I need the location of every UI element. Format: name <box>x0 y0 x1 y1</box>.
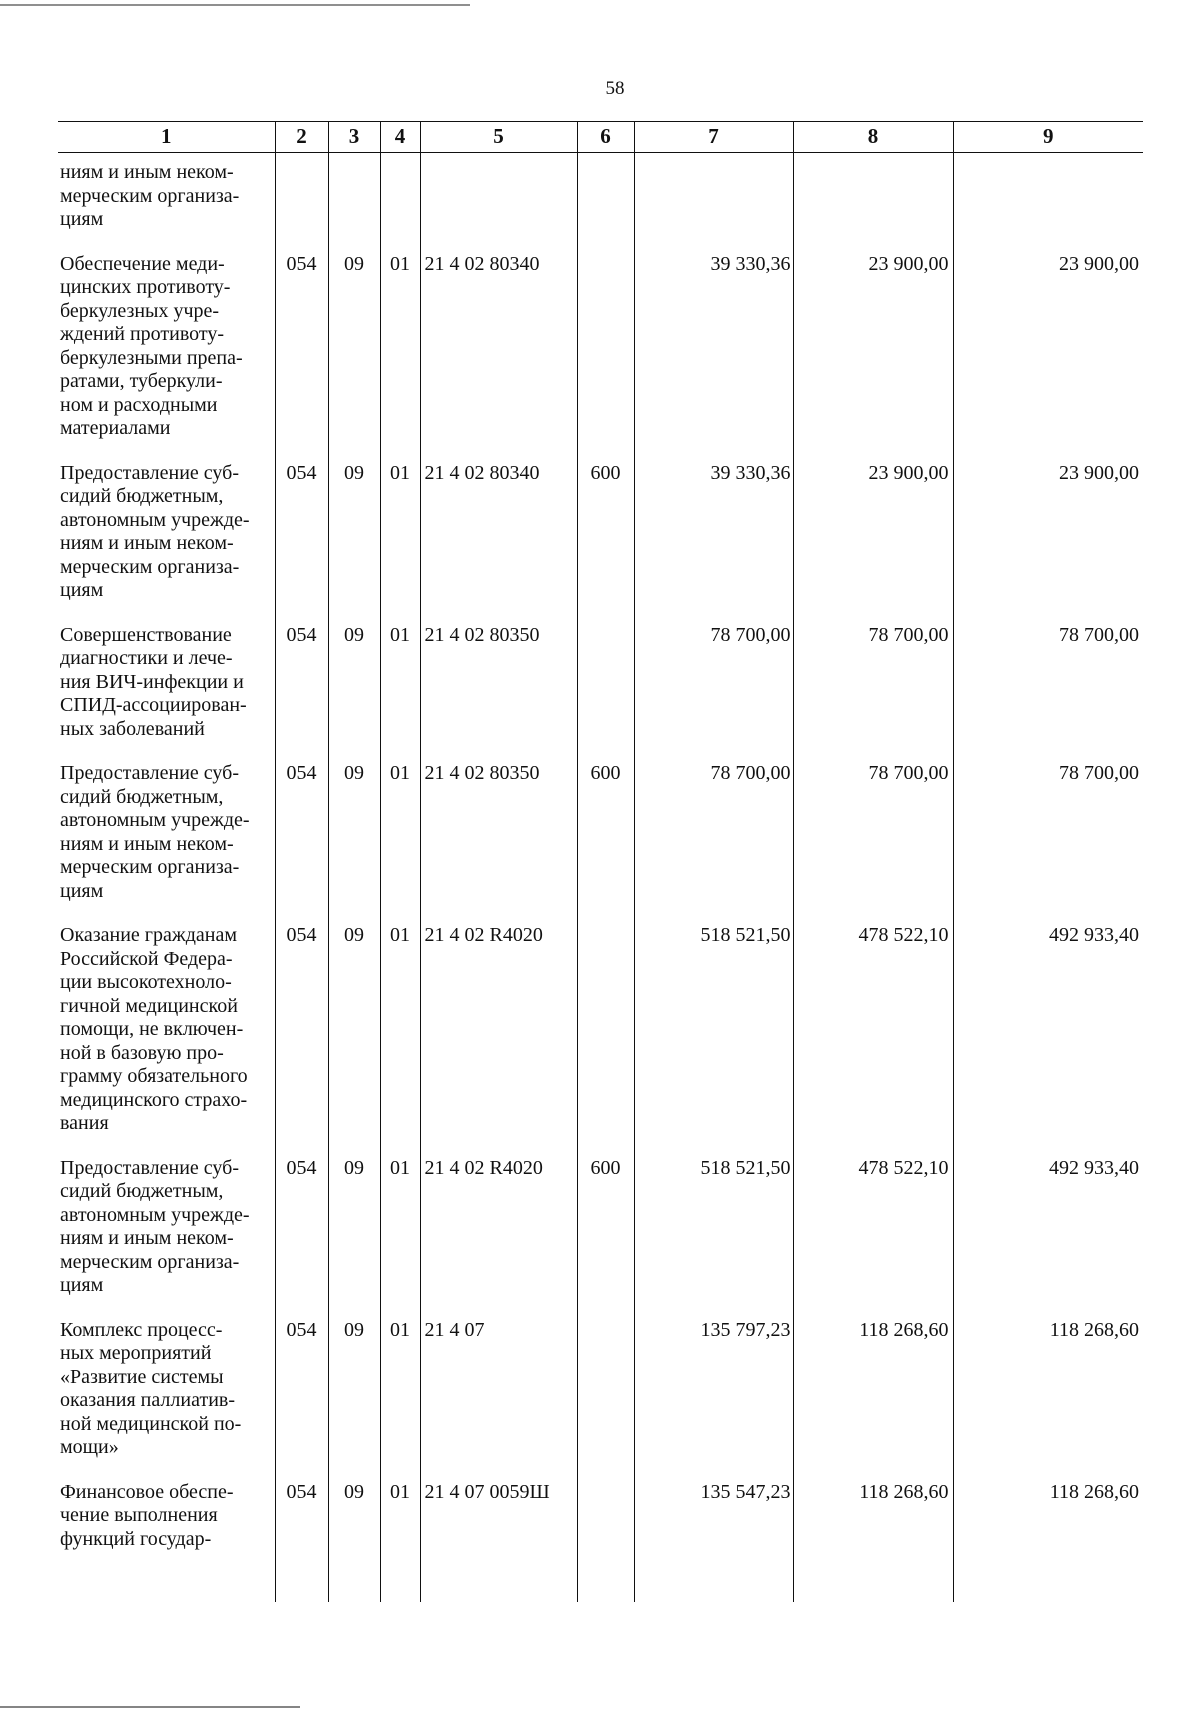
amount-col9-cell: 492 933,40 <box>953 1157 1143 1319</box>
amount-col8-cell: 118 268,60 <box>793 1481 953 1602</box>
table-row <box>58 253 1143 462</box>
amount-col9-cell: 118 268,60 <box>953 1319 1143 1481</box>
amount-col8-cell: 23 900,00 <box>793 462 953 624</box>
column-header: 7 <box>634 122 793 153</box>
amount-col7-cell: 78 700,00 <box>634 762 793 924</box>
amount-col9-cell: 78 700,00 <box>953 762 1143 924</box>
column-header: 2 <box>275 122 328 153</box>
subsection-code-cell: 01 <box>380 1481 420 1602</box>
subsection-code-cell: 01 <box>380 624 420 763</box>
page-number: 58 <box>605 78 625 99</box>
target-article-cell: 21 4 02 R4020 <box>420 1157 577 1319</box>
expense-type-cell <box>577 1481 634 1602</box>
subsection-code-cell: 01 <box>380 462 420 624</box>
amount-col8-cell: 478 522,10 <box>793 1157 953 1319</box>
subsection-code-cell: 01 <box>380 924 420 1157</box>
section-code-cell: 09 <box>328 462 380 624</box>
table-row <box>58 462 1143 624</box>
table-row <box>58 1157 1143 1319</box>
scan-edge-top <box>0 4 470 6</box>
section-code-cell: 09 <box>328 624 380 763</box>
target-article-cell: 21 4 02 80340 <box>420 253 577 462</box>
target-article-cell: 21 4 02 R4020 <box>420 924 577 1157</box>
department-code-cell: 054 <box>275 1157 328 1319</box>
expense-type-cell <box>577 624 634 763</box>
subsection-code-cell: 01 <box>380 253 420 462</box>
expense-type-cell <box>577 153 634 253</box>
expense-name-cell: ниям и иным неком- мерческим организа- циям <box>60 161 240 230</box>
table-row <box>58 924 1143 1157</box>
section-code-cell: 09 <box>328 1481 380 1602</box>
budget-table <box>58 121 1143 1602</box>
department-code-cell: 054 <box>275 253 328 462</box>
amount-col9-cell: 492 933,40 <box>953 924 1143 1157</box>
amount-col8-cell <box>793 153 953 253</box>
amount-col8-cell: 118 268,60 <box>793 1319 953 1481</box>
expense-type-cell <box>577 924 634 1157</box>
amount-col7-cell: 39 330,36 <box>634 253 793 462</box>
column-header: 5 <box>420 122 577 153</box>
subsection-code-cell <box>380 153 420 253</box>
section-code-cell: 09 <box>328 762 380 924</box>
table-row <box>58 153 1143 253</box>
section-code-cell: 09 <box>328 924 380 1157</box>
department-code-cell <box>275 153 328 253</box>
expense-name-cell: Совершенствование диагностики и лече- ния ВИЧ-инфекции и СПИД-ассоциирован- ных заболеваний <box>60 623 247 740</box>
amount-col9-cell: 23 900,00 <box>953 462 1143 624</box>
target-article-cell: 21 4 07 0059Ш <box>420 1481 577 1602</box>
amount-col8-cell: 478 522,10 <box>793 924 953 1157</box>
scan-edge-bottom <box>0 1706 300 1708</box>
section-code-cell <box>328 153 380 253</box>
amount-col7-cell: 135 797,23 <box>634 1319 793 1481</box>
table-header-row <box>58 122 1143 153</box>
amount-col9-cell: 23 900,00 <box>953 253 1143 462</box>
amount-col9-cell: 118 268,60 <box>953 1481 1143 1602</box>
amount-col8-cell: 78 700,00 <box>793 762 953 924</box>
table-body <box>58 153 1143 1602</box>
table-row <box>58 624 1143 763</box>
section-code-cell: 09 <box>328 253 380 462</box>
expense-name-cell: Финансовое обеспе- чение выполнения функций государ- <box>60 1480 234 1550</box>
amount-col8-cell: 23 900,00 <box>793 253 953 462</box>
subsection-code-cell: 01 <box>380 1319 420 1481</box>
column-header: 8 <box>793 122 953 153</box>
department-code-cell: 054 <box>275 1319 328 1481</box>
amount-col7-cell: 518 521,50 <box>634 924 793 1157</box>
amount-col9-cell <box>953 153 1143 253</box>
amount-col7-cell <box>634 153 793 253</box>
section-code-cell: 09 <box>328 1157 380 1319</box>
amount-col7-cell: 518 521,50 <box>634 1157 793 1319</box>
target-article-cell: 21 4 07 <box>420 1319 577 1481</box>
expense-type-cell: 600 <box>577 762 634 924</box>
expense-name-cell: Обеспечение меди- цинских противоту- беркулезных учре- ждений противоту- беркулезными препа- ратами, туберкули- ном и расходными материалами <box>60 252 243 439</box>
column-header: 3 <box>328 122 380 153</box>
target-article-cell: 21 4 02 80350 <box>420 624 577 763</box>
department-code-cell: 054 <box>275 462 328 624</box>
amount-col7-cell: 135 547,23 <box>634 1481 793 1602</box>
department-code-cell: 054 <box>275 1481 328 1602</box>
amount-col8-cell: 78 700,00 <box>793 624 953 763</box>
column-header: 9 <box>953 122 1143 153</box>
amount-col7-cell: 78 700,00 <box>634 624 793 763</box>
expense-name-cell: Предоставление суб- сидий бюджетным, автономным учрежде- ниям и иным неком- мерческим организа- циям <box>60 762 250 902</box>
table-row <box>58 1319 1143 1481</box>
table-row <box>58 762 1143 924</box>
expense-name-cell: Комплекс процесс- ных мероприятий «Развитие системы оказания паллиатив- ной медицинской по- мощи» <box>60 1318 242 1458</box>
expense-name-cell: Оказание гражданам Российской Федера- ции высокотехноло- гичной медицинской помощи, не включен- ной в базовую про- грамму обязательного медицинского страхо- вания <box>60 924 248 1134</box>
expense-name-cell: Предоставление суб- сидий бюджетным, автономным учрежде- ниям и иным неком- мерческим организа- циям <box>60 461 250 601</box>
expense-type-cell <box>577 1319 634 1481</box>
expense-type-cell <box>577 253 634 462</box>
department-code-cell: 054 <box>275 924 328 1157</box>
expense-type-cell: 600 <box>577 462 634 624</box>
column-header: 6 <box>577 122 634 153</box>
amount-col9-cell: 78 700,00 <box>953 624 1143 763</box>
column-header: 1 <box>58 122 275 153</box>
department-code-cell: 054 <box>275 624 328 763</box>
target-article-cell: 21 4 02 80340 <box>420 462 577 624</box>
column-header: 4 <box>380 122 420 153</box>
department-code-cell: 054 <box>275 762 328 924</box>
amount-col7-cell: 39 330,36 <box>634 462 793 624</box>
table-row <box>58 1481 1143 1602</box>
expense-type-cell: 600 <box>577 1157 634 1319</box>
section-code-cell: 09 <box>328 1319 380 1481</box>
target-article-cell: 21 4 02 80350 <box>420 762 577 924</box>
expense-name-cell: Предоставление суб- сидий бюджетным, автономным учрежде- ниям и иным неком- мерческим организа- циям <box>60 1156 250 1296</box>
subsection-code-cell: 01 <box>380 1157 420 1319</box>
subsection-code-cell: 01 <box>380 762 420 924</box>
target-article-cell <box>420 153 577 253</box>
